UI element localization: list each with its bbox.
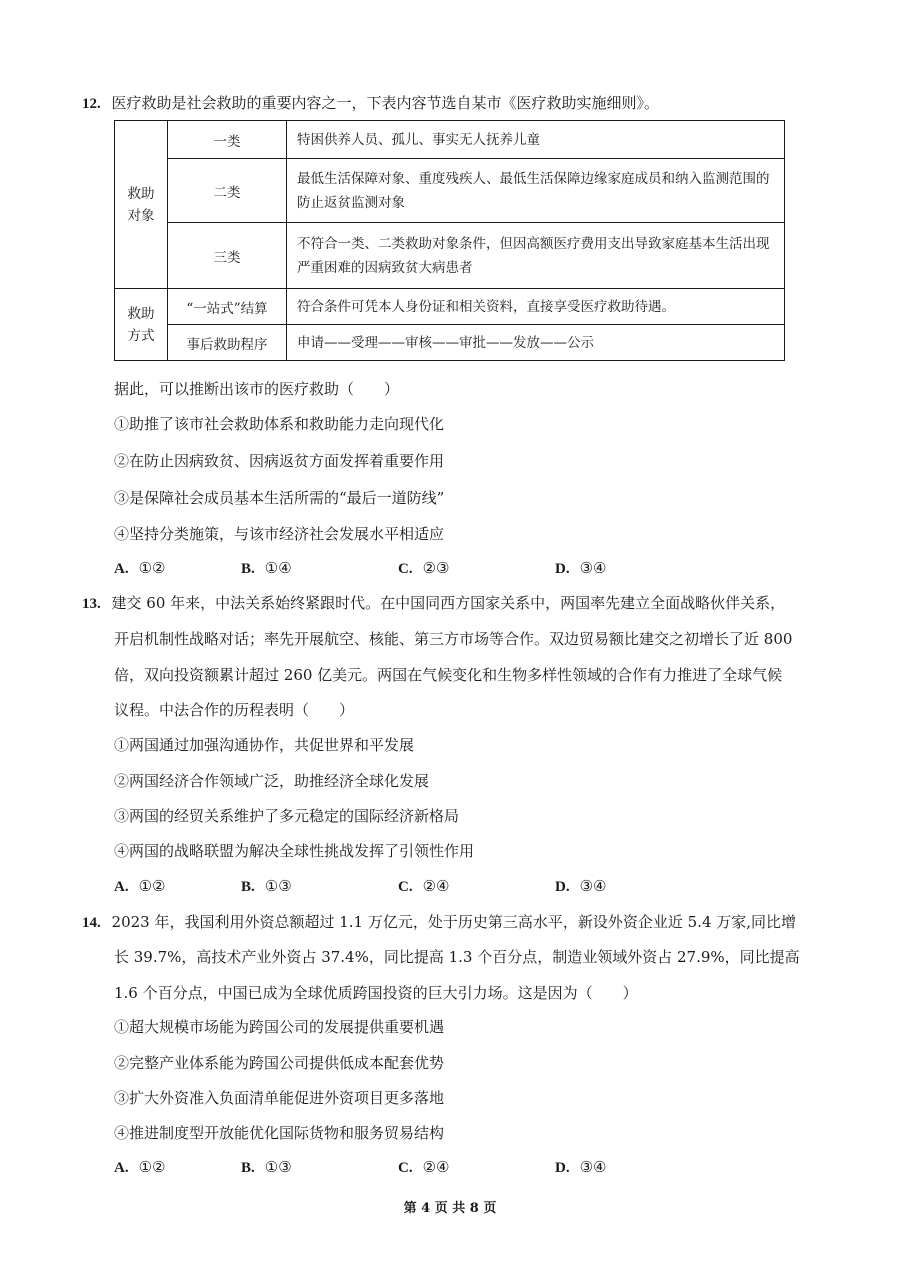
q14-number: 14. — [82, 915, 101, 931]
choice-letter: C. — [398, 561, 413, 577]
choice-c[interactable] — [398, 558, 450, 579]
choice-letter: A. — [114, 1160, 129, 1176]
choice-letter: A. — [114, 561, 129, 577]
q13-text: 议程。中法合作的历程表明（ ） — [114, 701, 355, 719]
description-cell: 申请——受理——审核——审批——发放——公示 — [287, 325, 785, 361]
choice-text: ③④ — [579, 877, 607, 895]
choice-text: ①② — [138, 877, 166, 895]
choice-text: ①③ — [264, 877, 292, 895]
description-cell: 不符合一类、二类救助对象条件，但因高额医疗费用支出导致家庭基本生活出现严重困难的因病致贫大病患者 — [287, 223, 785, 289]
choice-text: ①② — [138, 1158, 166, 1176]
category-cell: “一站式”结算 — [168, 289, 287, 325]
choice-d[interactable] — [555, 876, 607, 897]
category-cell: 二类 — [168, 159, 287, 223]
option-item: ②两国经济合作领域广泛，助推经济全球化发展 — [114, 772, 430, 790]
q12-number: 12. — [82, 96, 101, 112]
choice-d[interactable] — [555, 558, 607, 579]
choice-text: ②④ — [422, 1158, 450, 1176]
option-item: ④两国的战略联盟为解决全球性挑战发挥了引领性作用 — [114, 842, 475, 860]
q12-stem: 医疗救助是社会救助的重要内容之一，下表内容节选自某市《医疗救助实施细则》。 — [111, 94, 660, 112]
q14-text: 长 39.7%，高技术产业外资占 37.4%，同比提高 1.3 个百分点，制造业领域外资占 27.9%，同比提高 — [114, 948, 800, 966]
choice-a[interactable] — [114, 876, 166, 897]
option-item: ③扩大外资准入负面清单能促进外资项目更多落地 — [114, 1089, 445, 1107]
option-item: ④坚持分类施策，与该市经济社会发展水平相适应 — [114, 525, 445, 543]
choice-text: ①② — [138, 559, 166, 577]
q13-choices — [114, 876, 714, 896]
option-item: ①超大规模市场能为跨国公司的发展提供重要机遇 — [114, 1018, 445, 1036]
choice-letter: C. — [398, 879, 413, 895]
category-cell: 三类 — [168, 223, 287, 289]
q12-stem-line — [82, 93, 659, 114]
q13-text: 建交 60 年来，中法关系始终紧跟时代。在中国同西方国家关系中，两国率先建立全面战略伙伴关系， — [111, 594, 786, 612]
choice-text: ②③ — [422, 559, 450, 577]
choice-letter: B. — [241, 1160, 255, 1176]
option-item: ①两国通过加强沟通协作，共促世界和平发展 — [114, 736, 415, 754]
choice-letter: B. — [241, 879, 255, 895]
choice-letter: C. — [398, 1160, 413, 1176]
choice-letter: A. — [114, 879, 129, 895]
choice-b[interactable] — [241, 1157, 292, 1178]
q14-text: 1.6 个百分点，中国已成为全球优质跨国投资的巨大引力场。这是因为（ ） — [114, 984, 638, 1002]
choice-text: ③④ — [579, 1158, 607, 1176]
choice-text: ①③ — [264, 1158, 292, 1176]
option-item: ①助推了该市社会救助体系和救助能力走向现代化 — [114, 415, 445, 433]
q14-choices — [114, 1157, 714, 1177]
choice-text: ③④ — [579, 559, 607, 577]
description-cell: 最低生活保障对象、重度残疾人、最低生活保障边缘家庭成员和纳入监测范围的防止返贫监测对象 — [287, 159, 785, 223]
choice-a[interactable] — [114, 1157, 166, 1178]
category-cell: 一类 — [168, 121, 287, 159]
choice-letter: D. — [555, 879, 570, 895]
choice-b[interactable] — [241, 876, 292, 897]
q13-line — [82, 593, 785, 614]
choice-b[interactable] — [241, 558, 292, 579]
choice-letter: B. — [241, 561, 255, 577]
q12-choices — [114, 558, 714, 578]
option-item: ③两国的经贸关系维护了多元稳定的国际经济新格局 — [114, 807, 460, 825]
q14-line — [82, 912, 796, 933]
q12-prompt: 据此，可以推断出该市的医疗救助（ ） — [114, 380, 400, 398]
choice-letter: D. — [555, 561, 570, 577]
option-item: ④推进制度型开放能优化国际货物和服务贸易结构 — [114, 1124, 445, 1142]
group-label-aid-methods: 救助 方式 — [115, 289, 168, 361]
choice-text: ②④ — [422, 877, 450, 895]
choice-letter: D. — [555, 1160, 570, 1176]
option-item: ③是保障社会成员基本生活所需的“最后一道防线” — [114, 489, 445, 507]
medical-aid-table — [114, 120, 785, 361]
q13-text: 开启机制性战略对话；率先开展航空、核能、第三方市场等合作。双边贸易额比建交之初增长了近 800 — [114, 630, 793, 648]
option-item: ②在防止因病致贫、因病返贫方面发挥着重要作用 — [114, 452, 445, 470]
description-cell: 特困供养人员、孤儿、事实无人抚养儿童 — [287, 121, 785, 159]
description-cell: 符合条件可凭本人身份证和相关资料，直接享受医疗救助待遇。 — [287, 289, 785, 325]
category-cell: 事后救助程序 — [168, 325, 287, 361]
q13-text: 倍，双向投资额累计超过 260 亿美元。两国在气候变化和生物多样性领域的合作有力推进了全球气候 — [114, 666, 783, 684]
choice-c[interactable] — [398, 876, 450, 897]
option-item: ②完整产业体系能为跨国公司提供低成本配套优势 — [114, 1054, 445, 1072]
q14-text: 2023 年，我国利用外资总额超过 1.1 万亿元，处于历史第三高水平，新设外资企业近 5.4 万家,同比增 — [111, 913, 797, 931]
choice-text: ①④ — [264, 559, 292, 577]
page-footer: 第 4 页 共 8 页 — [403, 1201, 497, 1216]
choice-a[interactable] — [114, 558, 166, 579]
group-label-aid-targets: 救助 对象 — [115, 121, 168, 289]
choice-c[interactable] — [398, 1157, 450, 1178]
choice-d[interactable] — [555, 1157, 607, 1178]
q13-number: 13. — [82, 596, 101, 612]
